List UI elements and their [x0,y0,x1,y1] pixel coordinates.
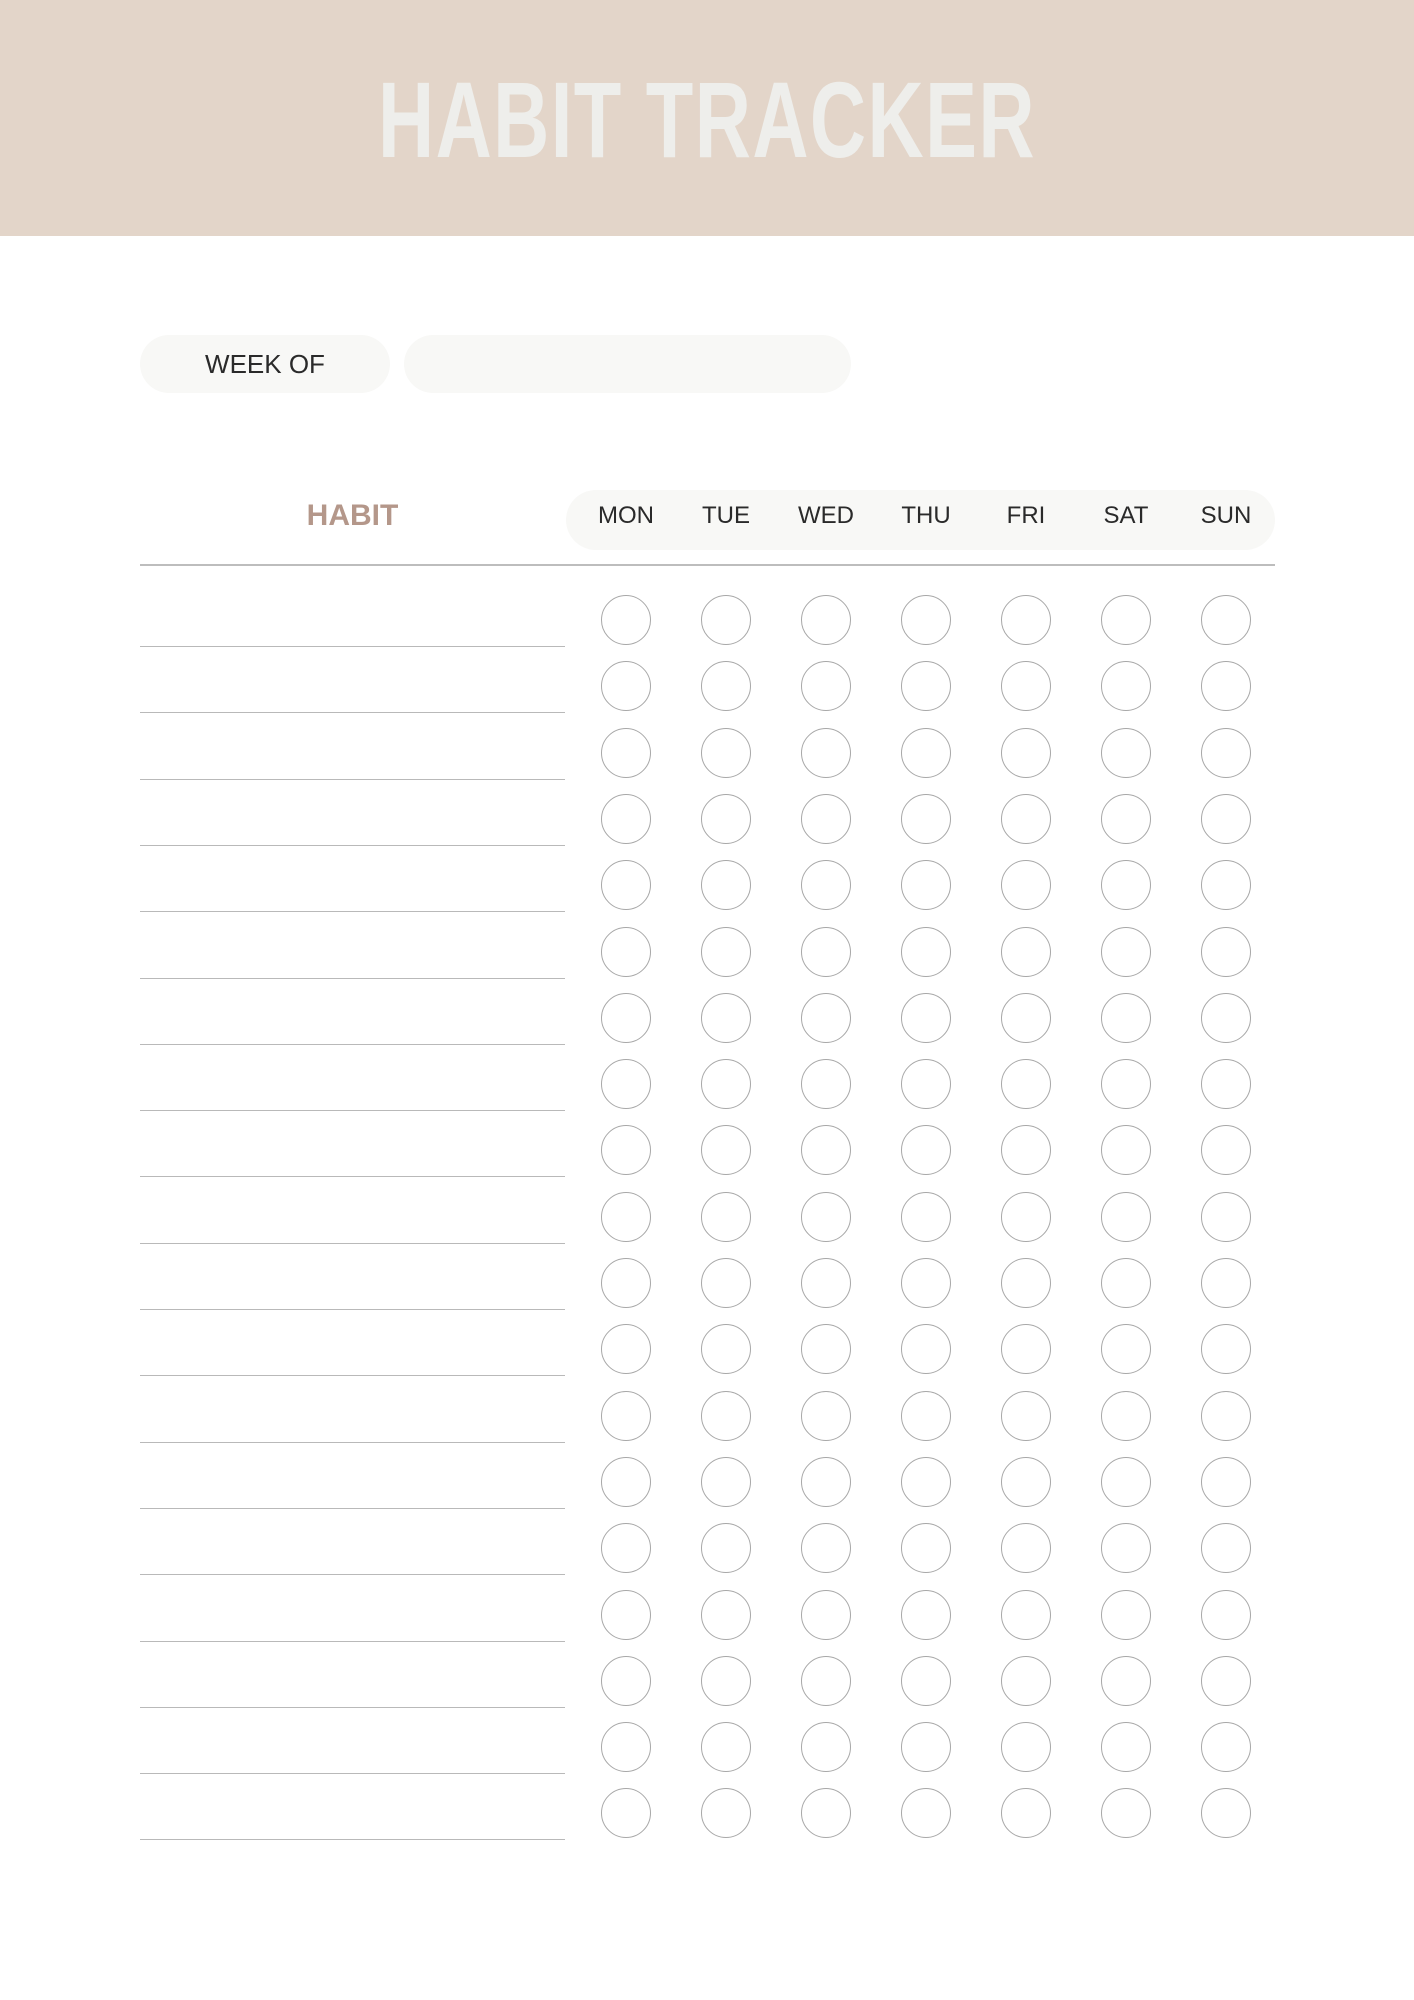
day-header-mon: MON [598,502,654,529]
habit-check-circle-mon[interactable] [601,1192,651,1242]
habit-check-circle-sun[interactable] [1201,1258,1251,1308]
habit-check-circle-mon[interactable] [601,1656,651,1706]
habit-check-circle-sat[interactable] [1101,1192,1151,1242]
habit-check-circle-sat[interactable] [1101,728,1151,778]
habit-check-circle-tue[interactable] [701,1391,751,1441]
habit-check-circle-sun[interactable] [1201,595,1251,645]
habit-check-circle-thu[interactable] [901,1258,951,1308]
habit-check-circle-fri[interactable] [1001,1788,1051,1838]
habit-column-header: HABIT [306,499,399,532]
habit-check-circle-tue[interactable] [701,860,751,910]
habit-check-circle-wed[interactable] [801,661,851,711]
day-header-sat: SAT [1103,502,1149,529]
habit-name-line[interactable] [140,646,565,647]
habit-check-circle-sat[interactable] [1101,1059,1151,1109]
habit-check-circle-fri[interactable] [1001,1258,1051,1308]
habit-check-circle-wed[interactable] [801,1457,851,1507]
habit-check-circle-tue[interactable] [701,927,751,977]
habit-check-circle-tue[interactable] [701,1788,751,1838]
habit-check-circle-thu[interactable] [901,728,951,778]
habit-check-circle-tue[interactable] [701,1457,751,1507]
habit-check-circle-tue[interactable] [701,1722,751,1772]
habit-check-circle-thu[interactable] [901,860,951,910]
habit-name-line[interactable] [140,1243,565,1244]
habit-name-line[interactable] [140,1176,565,1177]
habit-check-circle-sat[interactable] [1101,927,1151,977]
habit-check-circle-thu[interactable] [901,1523,951,1573]
habit-name-line[interactable] [140,1508,565,1509]
habit-check-circle-tue[interactable] [701,993,751,1043]
habit-check-circle-sun[interactable] [1201,1656,1251,1706]
habit-check-circle-sun[interactable] [1201,1788,1251,1838]
habit-check-circle-thu[interactable] [901,661,951,711]
page-title: HABIT TRACKER [377,59,1037,180]
habit-check-circle-sat[interactable] [1101,595,1151,645]
habit-check-circle-fri[interactable] [1001,1391,1051,1441]
habit-check-circle-fri[interactable] [1001,1059,1051,1109]
habit-check-circle-sun[interactable] [1201,1523,1251,1573]
habit-check-circle-mon[interactable] [601,1125,651,1175]
habit-check-circle-fri[interactable] [1001,1192,1051,1242]
habit-check-circle-sun[interactable] [1201,1059,1251,1109]
habit-check-circle-mon[interactable] [601,927,651,977]
habit-check-circle-mon[interactable] [601,1722,651,1772]
habit-check-circle-sun[interactable] [1201,1457,1251,1507]
habit-name-line[interactable] [140,1574,565,1575]
habit-check-circle-mon[interactable] [601,794,651,844]
habit-check-circle-wed[interactable] [801,1258,851,1308]
habit-check-circle-wed[interactable] [801,860,851,910]
habit-name-line[interactable] [140,1110,565,1111]
habit-check-circle-thu[interactable] [901,1059,951,1109]
habit-check-circle-tue[interactable] [701,661,751,711]
habit-name-line[interactable] [140,1309,565,1310]
habit-check-circle-mon[interactable] [601,1324,651,1374]
habit-check-circle-thu[interactable] [901,595,951,645]
habit-check-circle-mon[interactable] [601,661,651,711]
habit-check-circle-wed[interactable] [801,1391,851,1441]
habit-check-circle-fri[interactable] [1001,1457,1051,1507]
habit-check-circle-tue[interactable] [701,595,751,645]
habit-check-circle-tue[interactable] [701,728,751,778]
habit-check-circle-mon[interactable] [601,728,651,778]
habit-check-circle-sun[interactable] [1201,1125,1251,1175]
habit-check-circle-tue[interactable] [701,1258,751,1308]
habit-check-circle-sun[interactable] [1201,1324,1251,1374]
habit-check-circle-wed[interactable] [801,595,851,645]
habit-check-circle-tue[interactable] [701,1059,751,1109]
habit-check-circle-sat[interactable] [1101,661,1151,711]
habit-name-line[interactable] [140,1442,565,1443]
habit-name-line[interactable] [140,1839,565,1840]
header-divider [140,564,1275,566]
habit-check-circle-mon[interactable] [601,1523,651,1573]
day-header-fri: FRI [1006,502,1046,529]
habit-check-circle-sun[interactable] [1201,1391,1251,1441]
habit-check-circle-fri[interactable] [1001,794,1051,844]
habit-check-circle-wed[interactable] [801,1192,851,1242]
habit-check-circle-mon[interactable] [601,1258,651,1308]
habit-check-circle-fri[interactable] [1001,1722,1051,1772]
habit-check-circle-sat[interactable] [1101,1656,1151,1706]
habit-check-circle-sun[interactable] [1201,860,1251,910]
habit-name-line[interactable] [140,1773,565,1774]
habit-check-circle-thu[interactable] [901,1125,951,1175]
habit-check-circle-mon[interactable] [601,1788,651,1838]
habit-check-circle-mon[interactable] [601,1457,651,1507]
habit-check-circle-fri[interactable] [1001,728,1051,778]
habit-check-circle-wed[interactable] [801,794,851,844]
week-of-input[interactable] [404,335,851,393]
habit-name-line[interactable] [140,978,565,979]
habit-check-circle-sun[interactable] [1201,993,1251,1043]
habit-check-circle-sat[interactable] [1101,1258,1151,1308]
habit-check-circle-sat[interactable] [1101,1590,1151,1640]
habit-check-circle-tue[interactable] [701,1590,751,1640]
habit-check-circle-sat[interactable] [1101,1722,1151,1772]
habit-name-line[interactable] [140,1707,565,1708]
habit-check-circle-wed[interactable] [801,1125,851,1175]
habit-check-circle-sat[interactable] [1101,1457,1151,1507]
week-of-label: WEEK OF [140,335,390,393]
habit-check-circle-tue[interactable] [701,1324,751,1374]
habit-check-circle-sat[interactable] [1101,860,1151,910]
habit-name-line[interactable] [140,712,565,713]
habit-name-line[interactable] [140,1375,565,1376]
habit-check-circle-fri[interactable] [1001,661,1051,711]
habit-check-circle-sun[interactable] [1201,927,1251,977]
habit-check-circle-tue[interactable] [701,1125,751,1175]
habit-name-line[interactable] [140,1641,565,1642]
habit-check-circle-thu[interactable] [901,1324,951,1374]
habit-check-circle-sat[interactable] [1101,1523,1151,1573]
habit-check-circle-sun[interactable] [1201,728,1251,778]
habit-check-circle-tue[interactable] [701,1523,751,1573]
habit-check-circle-thu[interactable] [901,1192,951,1242]
habit-check-circle-sat[interactable] [1101,794,1151,844]
habit-check-circle-thu[interactable] [901,794,951,844]
habit-check-circle-fri[interactable] [1001,860,1051,910]
day-header-sun: SUN [1200,502,1252,529]
habit-check-circle-fri[interactable] [1001,1656,1051,1706]
habit-check-circle-mon[interactable] [601,860,651,910]
habit-check-circle-wed[interactable] [801,728,851,778]
habit-check-circle-tue[interactable] [701,1656,751,1706]
habit-check-circle-fri[interactable] [1001,595,1051,645]
habit-check-circle-sun[interactable] [1201,661,1251,711]
day-header-tue: TUE [702,502,750,529]
habit-check-circle-wed[interactable] [801,1324,851,1374]
habit-check-circle-mon[interactable] [601,993,651,1043]
habit-check-circle-wed[interactable] [801,1722,851,1772]
habit-check-circle-fri[interactable] [1001,1125,1051,1175]
habit-check-circle-tue[interactable] [701,1192,751,1242]
habit-check-circle-wed[interactable] [801,1788,851,1838]
habit-check-circle-thu[interactable] [901,1590,951,1640]
habit-check-circle-fri[interactable] [1001,1590,1051,1640]
habit-check-circle-wed[interactable] [801,1523,851,1573]
habit-check-circle-sun[interactable] [1201,1722,1251,1772]
day-header-thu: THU [901,502,951,529]
habit-check-circle-sat[interactable] [1101,1324,1151,1374]
habit-name-line[interactable] [140,779,565,780]
habit-check-circle-sat[interactable] [1101,993,1151,1043]
habit-check-circle-thu[interactable] [901,1391,951,1441]
habit-check-circle-sun[interactable] [1201,1192,1251,1242]
habit-check-circle-fri[interactable] [1001,993,1051,1043]
habit-check-circle-tue[interactable] [701,794,751,844]
habit-check-circle-wed[interactable] [801,1059,851,1109]
habit-check-circle-thu[interactable] [901,927,951,977]
habit-check-circle-wed[interactable] [801,1590,851,1640]
habit-check-circle-sun[interactable] [1201,1590,1251,1640]
habit-check-circle-mon[interactable] [601,595,651,645]
day-header-wed: WED [798,502,854,529]
habit-check-circle-wed[interactable] [801,1656,851,1706]
habit-check-circle-sat[interactable] [1101,1125,1151,1175]
habit-name-line[interactable] [140,845,565,846]
habit-check-circle-wed[interactable] [801,927,851,977]
habit-check-circle-fri[interactable] [1001,1324,1051,1374]
habit-check-circle-mon[interactable] [601,1590,651,1640]
habit-check-circle-fri[interactable] [1001,927,1051,977]
habit-check-circle-fri[interactable] [1001,1523,1051,1573]
habit-check-circle-sun[interactable] [1201,794,1251,844]
habit-check-circle-thu[interactable] [901,993,951,1043]
habit-check-circle-sat[interactable] [1101,1788,1151,1838]
habit-check-circle-thu[interactable] [901,1656,951,1706]
habit-check-circle-thu[interactable] [901,1457,951,1507]
habit-check-circle-mon[interactable] [601,1391,651,1441]
habit-check-circle-thu[interactable] [901,1788,951,1838]
habit-check-circle-mon[interactable] [601,1059,651,1109]
habit-check-circle-sat[interactable] [1101,1391,1151,1441]
habit-name-line[interactable] [140,1044,565,1045]
habit-check-circle-wed[interactable] [801,993,851,1043]
habit-name-line[interactable] [140,911,565,912]
habit-check-circle-thu[interactable] [901,1722,951,1772]
